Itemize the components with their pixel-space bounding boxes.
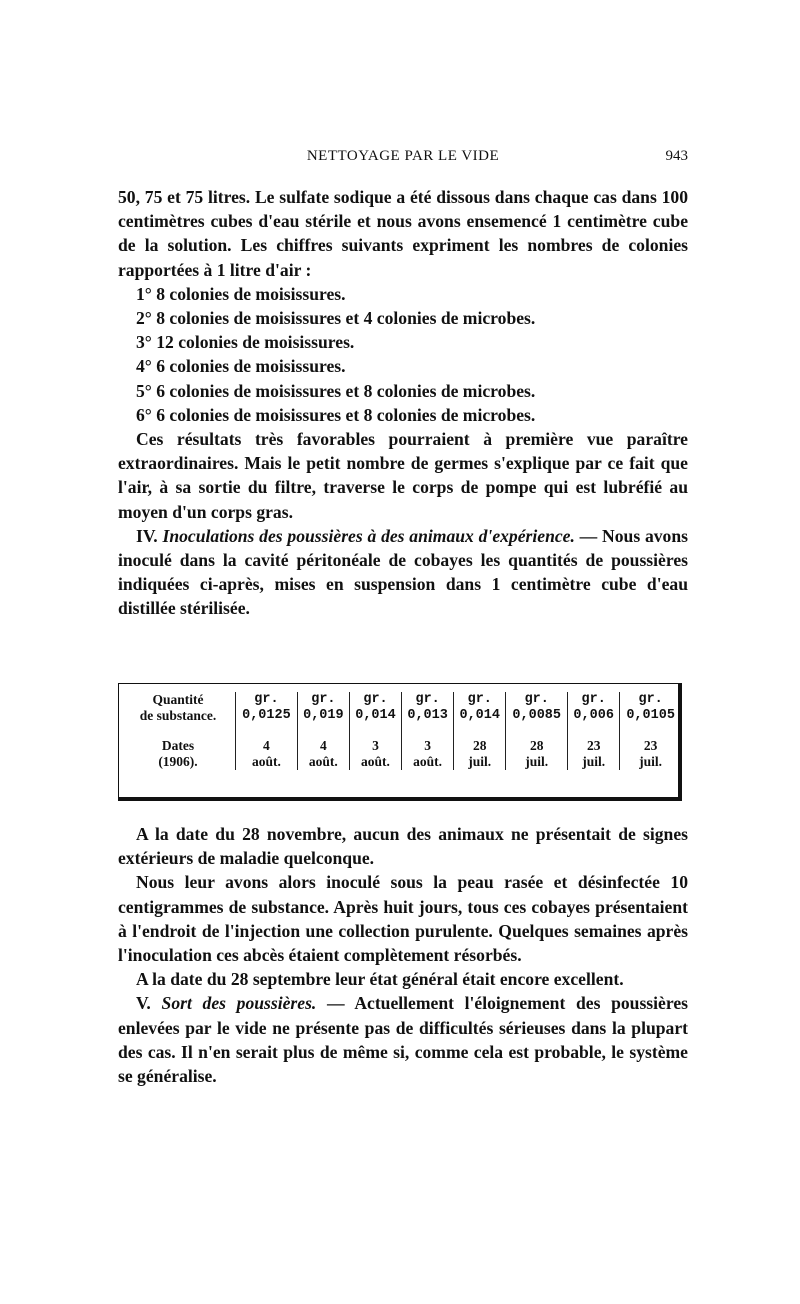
result-item: 5° 6 colonies de moisissures et 8 colonies de microbes. [136,380,536,401]
table-cell: 4 août. [236,738,298,770]
section-iv-dash: — [574,525,603,546]
table-cell: 3 août. [349,738,401,770]
table-cell: 23 juil. [568,738,620,770]
result-item: 4° 6 colonies de moisissures. [136,356,346,377]
section-v-number: V. [136,993,151,1014]
table-cell: gr. 0,006 [568,692,620,724]
table-cell: gr. 0,014 [349,692,401,724]
table-row-dates [121,738,681,770]
september-paragraph: A la date du 28 septembre leur état général était encore excellent. [136,969,624,990]
running-header [118,148,688,170]
section-iv-text: Nous avons inoculé dans la cavité péritonéale de cobayes les quantités de poussières indiquées ci-après, mises en suspension dans 1 centimètre cube d'eau distillée stérilisée. [118,525,688,619]
table-cell: 28 juil. [454,738,506,770]
table-cell: gr. 0,014 [454,692,506,724]
table-spacer [121,724,681,738]
inoculation-table-frame [118,683,682,801]
table-cell: gr. 0,0125 [236,692,298,724]
section-iv-title: Inoculations des poussières à des animaux d'expérience. [162,525,575,546]
body-text-top [118,185,688,621]
body-text-bottom [118,822,688,1088]
table-row-units [121,692,681,724]
result-item: 3° 12 colonies de moisissures. [136,332,355,353]
november-paragraph: A la date du 28 novembre, aucun des animaux ne présentait de signes extérieurs de maladie quelconque. [118,824,688,869]
table-cell: gr. 0,0085 [506,692,568,724]
table-cell: 23 juil. [620,738,681,770]
section-v-dash: — [316,993,355,1014]
table-cell: gr. 0,019 [297,692,349,724]
inoculation-table [121,692,681,770]
table-cell: 28 juil. [506,738,568,770]
table-cell: gr. 0,013 [402,692,454,724]
table-cell: 3 août. [402,738,454,770]
table-cell: gr. 0,0105 [620,692,681,724]
result-item: 1° 8 colonies de moisissures. [136,283,346,304]
section-iv-paragraph [118,524,688,621]
page-number: 943 [665,148,688,164]
running-title: NETTOYAGE PAR LE VIDE [306,148,500,164]
section-v-text: Actuellement l'éloignement des poussières enlevées par le vide ne présente pas de difficultés sérieuses dans la plupart des cas. Il n'en serait plus de même si, comme cela est probable, le système se généralise. [118,993,689,1087]
inoculation-paragraph: Nous leur avons alors inoculé sous la peau rasée et désinfectée 10 centigrammes de substance. Après huit jours, tous ces cobayes présentaient à l'endroit de l'injection une collection purulente. Quelques semaines après l'inoculation ces abcès étaient complètement résorbés. [118,872,688,966]
results-list [118,282,688,427]
intro-paragraph: 50, 75 et 75 litres. Le sulfate sodique a été dissous dans chaque cas dans 100 centimètres cubes d'eau stérile et nous avons ensemencé 1 centimètre cube de la solution. Les chiffres suivants expriment les nombres de colonies rapportées à 1 litre d'air : [118,187,688,280]
table-cell: 4 août. [297,738,349,770]
section-v-paragraph [118,991,688,1088]
results-paragraph: Ces résultats très favorables pourraient à première vue paraître extraordinaires. Mais le petit nombre de germes s'explique par ce fait que l'air, à sa sortie du filtre, traverse le corps de pompe qui est lubréfié au moyen d'un corps gras. [118,429,688,522]
result-item: 6° 6 colonies de moisissures et 8 colonies de microbes. [136,404,536,425]
row-label-quantity: Quantité de substance. [139,692,217,723]
result-item: 2° 8 colonies de moisissures et 4 colonies de microbes. [136,308,536,329]
row-label-dates: Dates (1906). [158,738,198,769]
section-v-title: Sort des poussières. [161,993,317,1014]
section-iv-number: IV. [136,525,158,546]
